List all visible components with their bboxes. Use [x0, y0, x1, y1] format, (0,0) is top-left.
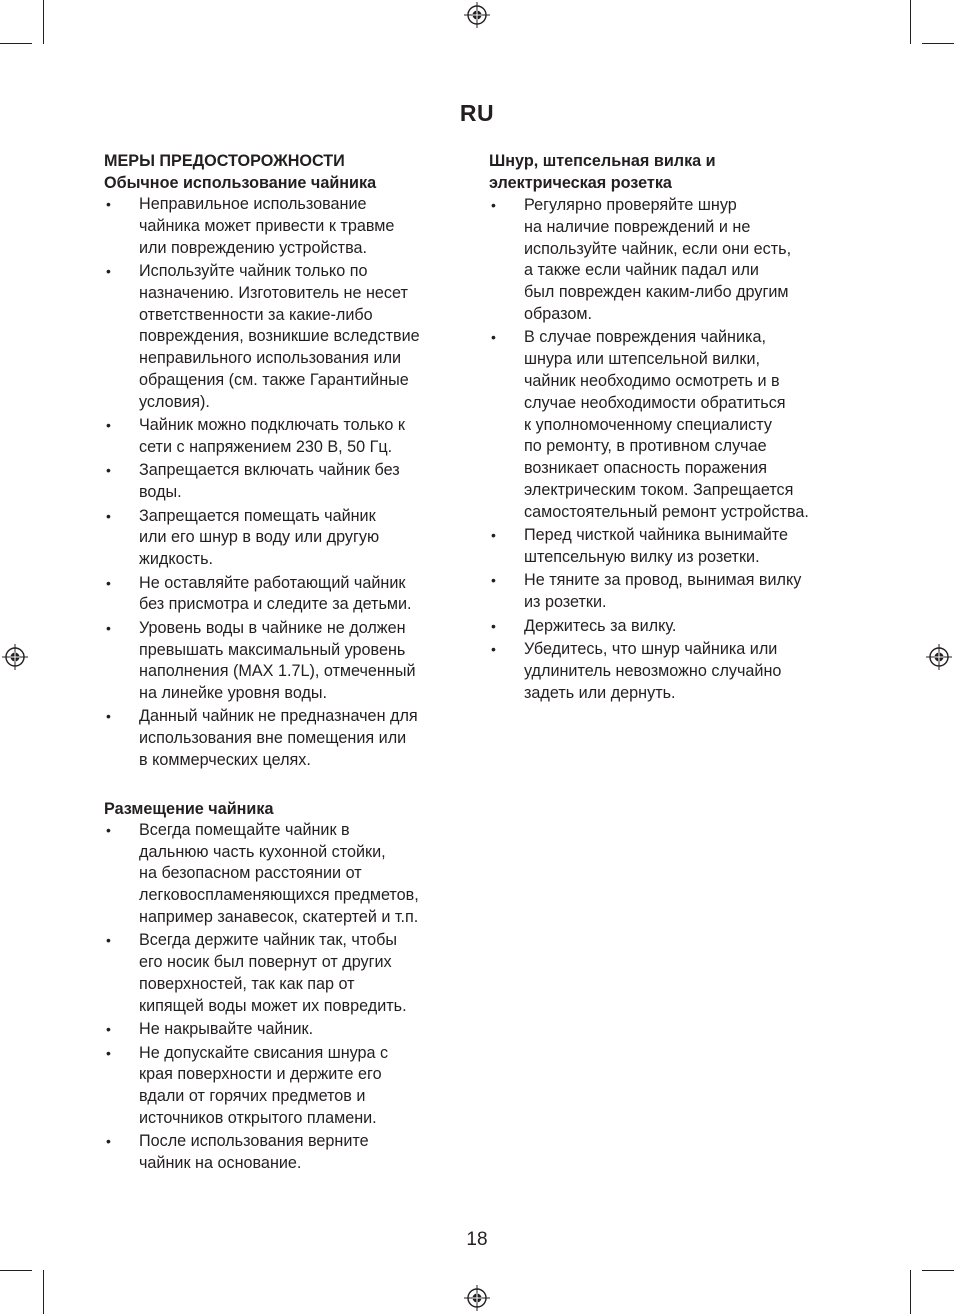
- list-item-text: Не допускайте свисания шнура с края поверхности и держите его вдали от горячих предметов и источников открытого пламени.: [139, 1043, 389, 1128]
- list-item-text: Используйте чайник только по назначению. Изготовитель не несет ответственности за какие-либо повреждения, возникшие вследствие неправильного использования или обращения (см. также Гарантийные условия).: [139, 261, 420, 411]
- left-column: [104, 150, 474, 1177]
- list-item: [104, 194, 474, 259]
- list-item: [489, 525, 869, 569]
- bullet-icon: •: [106, 262, 111, 279]
- bullet-icon: •: [491, 640, 496, 657]
- list-item-text: Запрещается помещать чайник или его шнур в воду или другую жидкость.: [139, 506, 380, 569]
- section-title-placement: Размещение чайника: [104, 799, 274, 818]
- list-item: [104, 706, 474, 771]
- bullet-icon: •: [106, 1021, 111, 1038]
- list-item-text: Неправильное использование чайника может привести к травме или повреждению устройства.: [139, 195, 395, 257]
- list-item-text: Данный чайник не предназначен для использования вне помещения или в коммерческих целях.: [139, 707, 418, 770]
- bullet-icon: •: [106, 1044, 111, 1061]
- crop-mark: [0, 1270, 32, 1271]
- list-item: [489, 639, 869, 704]
- list-item: [489, 616, 869, 638]
- bullet-icon: •: [106, 1133, 111, 1150]
- right-column: [489, 150, 869, 706]
- list-item: [104, 261, 474, 414]
- bullet-icon: •: [106, 708, 111, 725]
- crop-mark: [922, 43, 954, 44]
- crop-mark: [43, 0, 44, 44]
- section-title-precautions: МЕРЫ ПРЕДОСТОРОЖНОСТИ: [104, 152, 345, 170]
- list-item-text: Держитесь за вилку.: [524, 616, 677, 635]
- list-item: [104, 820, 474, 929]
- registration-mark-icon: [926, 644, 952, 670]
- list-item: [489, 195, 869, 326]
- bullet-icon: •: [491, 572, 496, 589]
- bullet-icon: •: [491, 617, 496, 634]
- bullet-icon: •: [106, 821, 111, 838]
- registration-mark-icon: [464, 1285, 490, 1311]
- list-item-text: Уровень воды в чайнике не должен превышать максимальный уровень наполнения (MAX 1.7L), отмеченный на линейке уровня воды.: [139, 618, 416, 703]
- crop-mark: [910, 0, 911, 44]
- list-item: [104, 506, 474, 571]
- crop-mark: [910, 1270, 911, 1314]
- list-item: [104, 1043, 474, 1130]
- normal-use-list: [104, 194, 474, 772]
- bullet-icon: •: [491, 527, 496, 544]
- registration-mark-icon: [464, 2, 490, 28]
- list-item: [104, 930, 474, 1017]
- list-item-text: Всегда держите чайник так, чтобы его носик был повернут от других поверхностей, так как пар от кипящей воды может их повредить.: [139, 931, 407, 1015]
- list-item-text: Перед чисткой чайника вынимайте штепсельную вилку из розетки.: [524, 526, 789, 566]
- list-item: [104, 460, 474, 504]
- list-item: [489, 570, 869, 614]
- list-item-text: Не оставляйте работающий чайник без присмотра и следите за детьми.: [139, 573, 412, 614]
- list-item-text: После использования верните чайник на основание.: [139, 1132, 369, 1173]
- bullet-icon: •: [106, 932, 111, 949]
- list-item: [104, 618, 474, 705]
- bullet-icon: •: [106, 462, 111, 479]
- bullet-icon: •: [106, 417, 111, 434]
- registration-mark-icon: [2, 644, 28, 670]
- list-item: [104, 1131, 474, 1175]
- list-item-text: Регулярно проверяйте шнур на наличие повреждений и не используйте чайник, если они есть, а также если чайник падал или был поврежден каким-либо другим образом.: [524, 196, 792, 323]
- crop-mark: [0, 43, 32, 44]
- list-item-text: Всегда помещайте чайник в дальнюю часть кухонной стойки, на безопасном расстоянии от легковоспламеняющихся предметов, например занавесок, скатертей и т.п.: [139, 820, 419, 927]
- list-item-text: Не накрывайте чайник.: [139, 1020, 314, 1039]
- bullet-icon: •: [491, 197, 496, 213]
- section-title-cord-plug: Шнур, штепсельная вилка и электрическая розетка: [489, 152, 716, 192]
- list-item-text: Чайник можно подключать только к сети с напряжением 230 В, 50 Гц.: [139, 416, 405, 456]
- bullet-icon: •: [106, 619, 111, 636]
- crop-mark: [43, 1270, 44, 1314]
- bullet-icon: •: [106, 196, 111, 212]
- list-item-text: В случае повреждения чайника, шнура или штепсельной вилки, чайник необходимо осмотреть и в случае необходимости обратиться к уполномоченному специалисту по ремонту, в противном случае возникает опасность поражения электрическим током. Запрещается самостоятельный ремонт устройства.: [524, 328, 809, 521]
- placement-list: [104, 820, 474, 1175]
- list-item-text: Убедитесь, что шнур чайника или удлинитель невозможно случайно задеть или дернуть.: [524, 639, 782, 702]
- list-item-text: Запрещается включать чайник без воды.: [139, 461, 400, 502]
- page-number: 18: [466, 1229, 488, 1250]
- section-title-normal-use: Обычное использование чайника: [104, 174, 377, 192]
- list-item: [104, 415, 474, 459]
- list-item-text: Не тяните за провод, вынимая вилку из розетки.: [524, 571, 802, 612]
- cord-plug-list: [489, 195, 869, 704]
- list-item: [489, 327, 869, 523]
- list-item: [104, 573, 474, 617]
- crop-mark: [922, 1270, 954, 1271]
- bullet-icon: •: [106, 574, 111, 591]
- bullet-icon: •: [106, 507, 111, 524]
- bullet-icon: •: [491, 329, 496, 346]
- list-item: [104, 1019, 474, 1041]
- language-header: RU: [459, 100, 495, 126]
